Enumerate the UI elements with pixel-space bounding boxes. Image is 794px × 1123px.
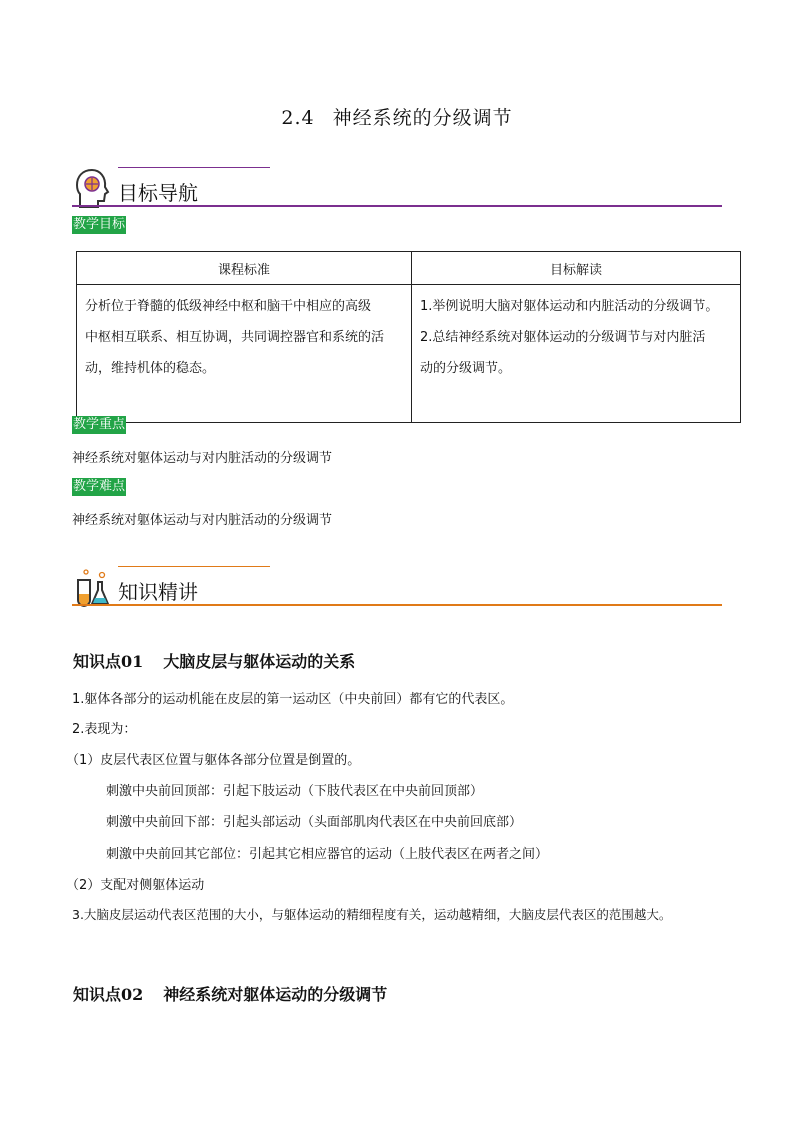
tag-difficulties: 教学难点: [73, 479, 126, 494]
knowledge-point-number: 知识点01: [73, 652, 144, 671]
interpretation-line: 2.总结神经系统对躯体运动的分级调节与对内脏活: [420, 330, 706, 345]
section-divider: [72, 205, 722, 207]
tag-teaching-goals: 教学目标: [73, 217, 126, 232]
content-line: 3.大脑皮层运动代表区范围的大小，与躯体运动的精细程度有关，运动越精细，大脑皮层代表区的范围越大。: [72, 907, 672, 922]
knowledge-point-title: 神经系统对躯体运动的分级调节: [163, 985, 388, 1004]
section-header-goals: [72, 167, 722, 215]
table-header-interpretation: 目标解读: [412, 252, 741, 285]
standard-line: 中枢相互联系、相互协调，共同调控器官和系统的活: [85, 330, 385, 345]
page-title: [0, 103, 794, 130]
table-header-standard: 课程标准: [77, 252, 412, 285]
section-header-knowledge: [72, 566, 722, 614]
content-line: 1.躯体各部分的运动机能在皮层的第一运动区（中央前回）都有它的代表区。: [72, 692, 514, 707]
standard-cell: [77, 285, 412, 423]
content-line: （2）支配对侧躯体运动: [66, 878, 205, 893]
section-overline: [118, 566, 270, 567]
content-line: 刺激中央前回顶部：引起下肢运动（下肢代表区在中央前回顶部）: [106, 784, 484, 799]
key-point-text: 神经系统对躯体运动与对内脏活动的分级调节: [72, 451, 333, 466]
content-line: 2.表现为：: [72, 722, 137, 737]
knowledge-point-2-heading: [73, 982, 387, 1005]
section-label: 目标导航: [118, 181, 198, 205]
knowledge-point-title: 大脑皮层与躯体运动的关系: [163, 652, 356, 671]
interpretation-cell: [412, 285, 741, 423]
content-line: 刺激中央前回下部：引起头部运动（头面部肌肉代表区在中央前回底部）: [106, 815, 523, 830]
content-line: 刺激中央前回其它部位：引起其它相应器官的运动（上肢代表区在两者之间）: [106, 847, 549, 862]
standard-line: 分析位于脊髓的低级神经中枢和脑干中相应的高级: [85, 299, 372, 314]
standard-line: 动，维持机体的稳态。: [85, 361, 216, 376]
title-text: 神经系统的分级调节: [332, 107, 513, 129]
goals-table: [76, 251, 741, 423]
title-number: 2.4: [281, 107, 315, 129]
knowledge-point-1-heading: [73, 649, 355, 672]
content-line: （1）皮层代表区位置与躯体各部分位置是倒置的。: [66, 753, 361, 768]
section-label: 知识精讲: [118, 580, 198, 604]
knowledge-point-number: 知识点02: [73, 985, 144, 1004]
section-divider: [72, 604, 722, 606]
section-overline: [118, 167, 270, 168]
tag-key-points: 教学重点: [73, 417, 126, 432]
interpretation-line: 动的分级调节。: [420, 361, 512, 376]
interpretation-line: 1.举例说明大脑对躯体运动和内脏活动的分级调节。: [420, 299, 719, 314]
difficulty-text: 神经系统对躯体运动与对内脏活动的分级调节: [72, 513, 333, 528]
